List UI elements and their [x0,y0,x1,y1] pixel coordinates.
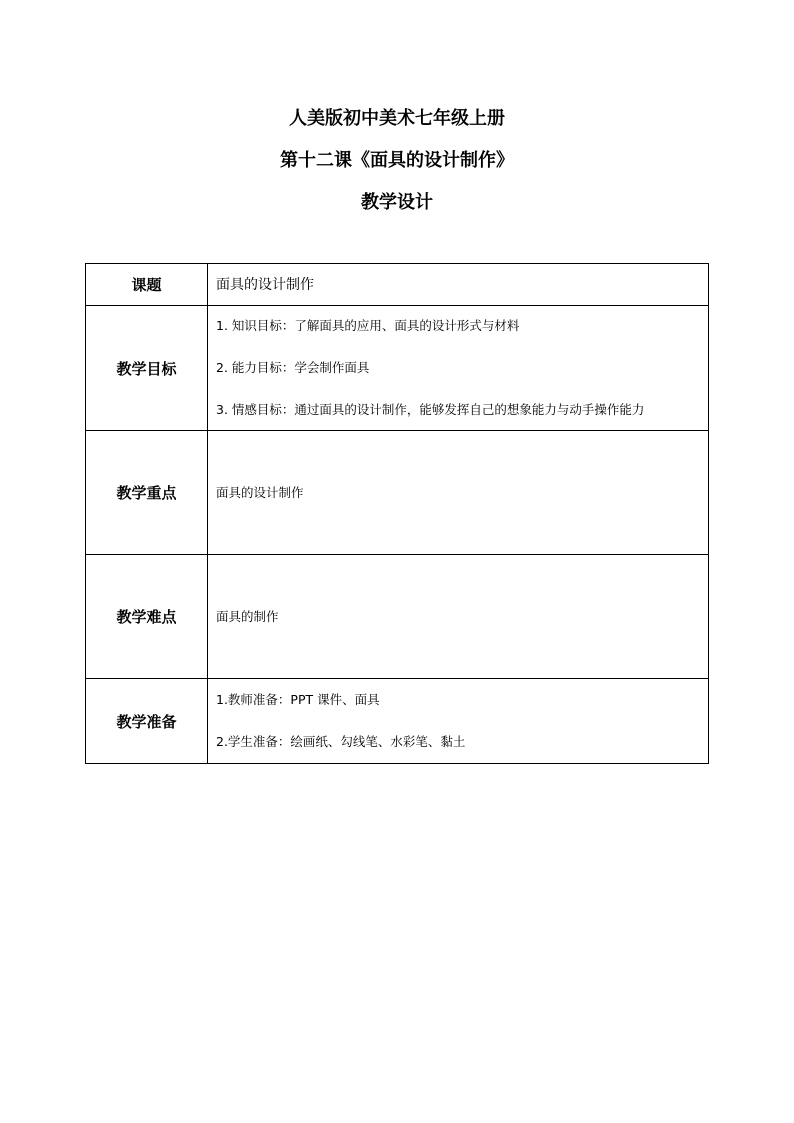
lesson-plan-table [85,263,709,764]
objectives-cell [208,306,709,431]
table-row-topic [86,264,709,306]
preparation-teacher: 1.教师准备：PPT 课件、面具 [216,692,380,707]
preparation-student: 2.学生准备：绘画纸、勾线笔、水彩笔、黏土 [216,734,466,749]
document-subtitle: 教学设计 [361,192,433,213]
objective-knowledge: 1. 知识目标：了解面具的应用、面具的设计形式与材料 [216,318,520,333]
row-label-difficulties: 教学难点 [86,555,208,679]
table-row-key-points [86,431,709,555]
document-title: 人美版初中美术七年级上册 [289,108,505,129]
row-label-topic: 课题 [86,264,208,306]
objective-ability: 2. 能力目标：学会制作面具 [216,360,370,375]
table-row-preparation [86,679,709,764]
table-row-objectives [86,306,709,431]
difficulties-text: 面具的制作 [216,608,279,624]
row-label-preparation: 教学准备 [86,679,208,764]
lesson-title: 第十二课《面具的设计制作》 [280,150,514,171]
key-points-text: 面具的设计制作 [216,484,304,500]
table-row-difficulties [86,555,709,679]
topic-value [208,264,709,306]
key-points-cell [208,431,709,555]
row-label-objectives: 教学目标 [86,306,208,431]
topic-text: 面具的设计制作 [216,276,314,293]
difficulties-cell [208,555,709,679]
row-label-key-points: 教学重点 [86,431,208,555]
objective-emotion: 3. 情感目标：通过面具的设计制作，能够发挥自己的想象能力与动手操作能力 [216,402,645,417]
preparation-cell [208,679,709,764]
